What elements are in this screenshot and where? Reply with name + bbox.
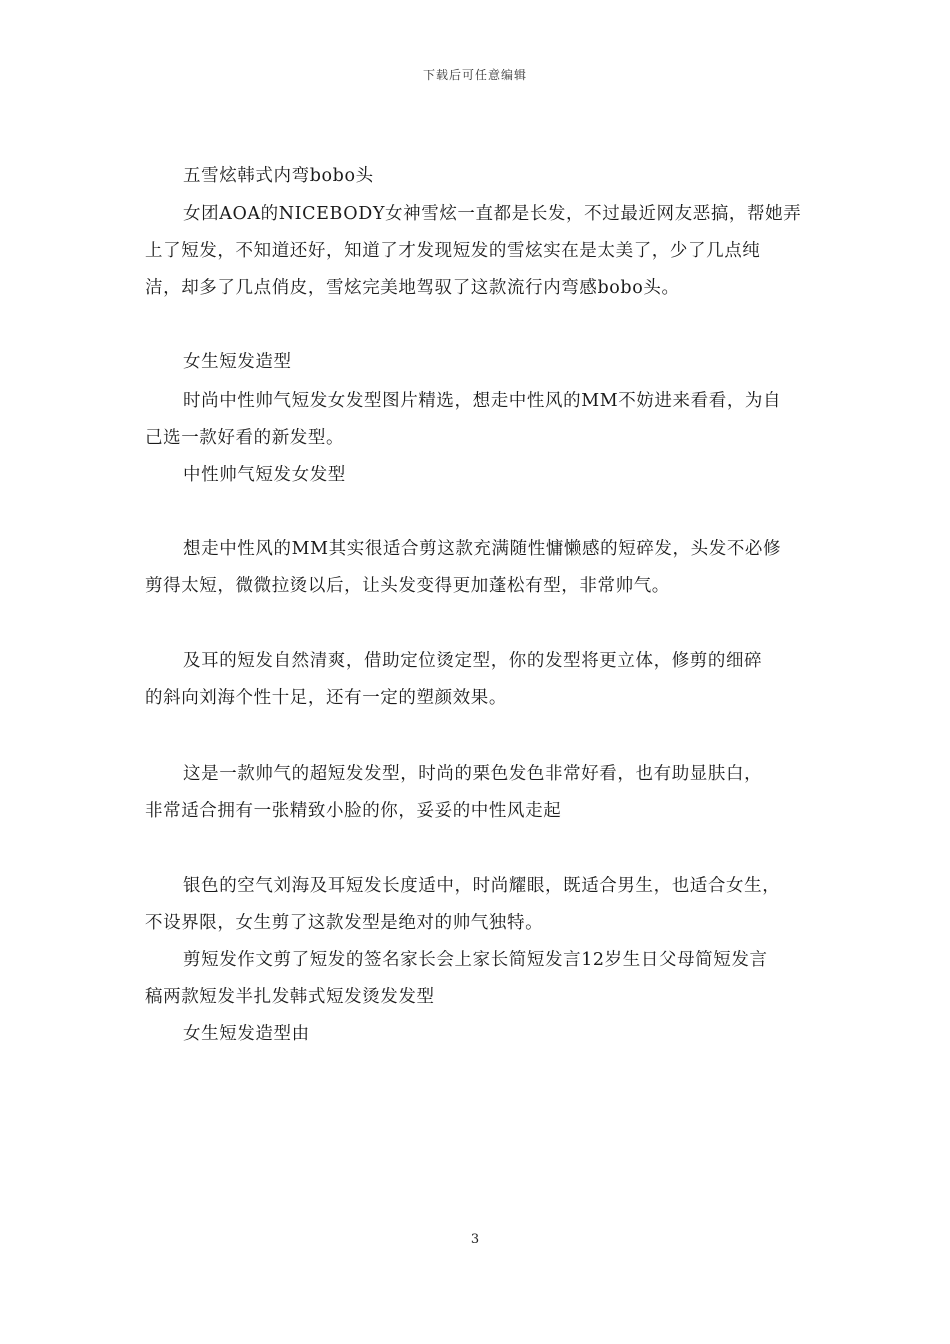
page-number: 3	[470, 1232, 480, 1247]
paragraph-line: 时尚中性帅气短发女发型图片精选，想走中性风的MM不妨进来看看，为自	[183, 391, 782, 411]
paragraph-line: 剪得太短，微微拉烫以后，让头发变得更加蓬松有型，非常帅气。	[145, 576, 670, 596]
paragraph-line: 银色的空气刘海及耳短发长度适中，时尚耀眼，既适合男生，也适合女生，	[183, 876, 781, 896]
paragraph-line: 非常适合拥有一张精致小脸的你，妥妥的中性风走起	[145, 801, 562, 821]
paragraph-line: 及耳的短发自然清爽，借助定位烫定型，你的发型将更立体，修剪的细碎	[183, 651, 763, 671]
subheading-line: 五雪炫韩式内弯bobo头	[183, 166, 374, 186]
paragraph-line: 的斜向刘海个性十足，还有一定的塑颜效果。	[145, 688, 507, 708]
subheading-line: 女生短发造型由	[183, 1024, 310, 1044]
paragraph-line: 洁，却多了几点俏皮，雪炫完美地驾驭了这款流行内弯感bobo头。	[145, 278, 680, 298]
page-header: 下载后可任意编辑	[422, 68, 527, 82]
paragraph-line: 想走中性风的MM其实很适合剪这款充满随性慵懒感的短碎发，头发不必修	[183, 539, 782, 559]
paragraph-line: 己选一款好看的新发型。	[145, 428, 345, 448]
paragraph-line: 剪短发作文剪了短发的签名家长会上家长简短发言12岁生日父母简短发言	[183, 950, 768, 970]
subheading-line: 中性帅气短发女发型	[183, 465, 346, 485]
paragraph-line: 女团AOA的NICEBODY女神雪炫一直都是长发，不过最近网友恶搞，帮她弄	[183, 204, 802, 224]
paragraph-line: 不设界限，女生剪了这款发型是绝对的帅气独特。	[145, 913, 544, 933]
paragraph-line: 稿两款短发半扎发韩式短发烫发发型	[145, 987, 435, 1007]
paragraph-line: 上了短发，不知道还好，知道了才发现短发的雪炫实在是太美了，少了几点纯	[145, 241, 761, 261]
paragraph-line: 这是一款帅气的超短发发型，时尚的栗色发色非常好看，也有助显肤白，	[183, 764, 763, 784]
subheading-line: 女生短发造型	[183, 352, 292, 372]
